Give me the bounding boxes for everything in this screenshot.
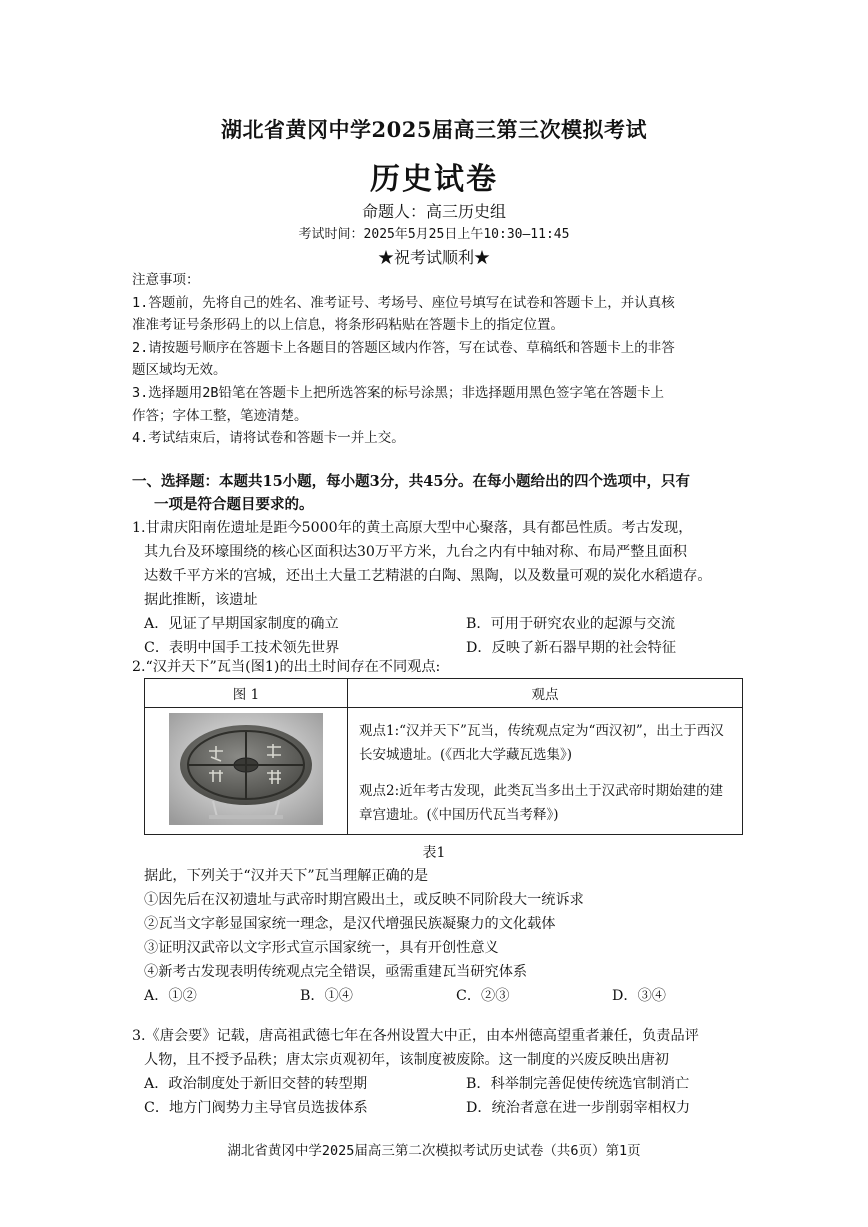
exam-time: 考试时间：2025年5月25日上午10:30—11:45 <box>298 227 570 242</box>
section-line: 一项是符合题目要求的。 <box>154 496 314 513</box>
setter-line: 命题人：高三历史组 <box>361 202 506 221</box>
statement: ②瓦当文字彰显国家统一理念，是汉代增强民族凝聚力的文化载体 <box>144 916 556 932</box>
option-b: B．①④ <box>300 988 353 1004</box>
notes-heading: 注意事项： <box>132 272 200 288</box>
option-b: B．科举制完善促使传统选官制消亡 <box>466 1076 690 1092</box>
statement: ①因先后在汉初遗址与武帝时期宫殿出土，或反映不同阶段大一统诉求 <box>144 892 584 908</box>
notes-item: 题区域均无效。 <box>132 362 227 379</box>
options <box>132 612 744 660</box>
options <box>132 984 744 1008</box>
question-text: 3.《唐会要》记载，唐高祖武德七年在各州设置大中正，由本州德高望重者兼任，负责品评 <box>132 1028 699 1044</box>
subject-title: 历史试卷 <box>370 162 498 197</box>
question-text: 1.甘肃庆阳南佐遗址是距今5000年的黄土高原大型中心聚落，具有都邑性质。考古发现， <box>132 520 693 536</box>
exam-title: 湖北省黄冈中学2025届高三第三次模拟考试 <box>221 117 647 142</box>
table-1 <box>144 678 743 835</box>
option-c: C．表明中国手工技术领先世界 <box>144 640 340 656</box>
question-3 <box>132 1024 744 1120</box>
notes-item: 4.考试结束后，请将试卷和答题卡一并上交。 <box>132 430 405 447</box>
question-text: 据此，下列关于“汉并天下”瓦当理解正确的是 <box>144 868 429 884</box>
question-text: 达数千平方米的宫城，还出土大量工艺精湛的白陶、黑陶，以及数量可观的炭化水稻遗存。 <box>144 568 712 584</box>
option-d: D．统治者意在进一步削弱宰相权力 <box>466 1100 691 1116</box>
option-a: A．见证了早期国家制度的确立 <box>144 616 339 632</box>
notes-block <box>132 269 742 450</box>
tile-end-image <box>169 713 323 825</box>
notes-item: 作答；字体工整，笔迹清楚。 <box>132 407 308 424</box>
view-1: 观点1:“汉并天下”瓦当，传统观点定为“西汉初”，出土于西汉长安城遗址。(《西北大学藏瓦选集》) <box>359 723 724 763</box>
notes-item: 2.请按题号顺序在答题卡上各题目的答题区域内作答，写在试卷、草稿纸和答题卡上的非答 <box>132 339 675 356</box>
views-cell <box>348 708 743 835</box>
option-c: C．②③ <box>456 988 510 1004</box>
wish-line: ★祝考试顺利★ <box>377 248 490 267</box>
table-header-row <box>145 679 743 708</box>
question-1 <box>132 516 744 660</box>
table-header-figure: 图 1 <box>145 679 348 708</box>
question-text: 据此推断，该遗址 <box>144 592 258 608</box>
question-text: 2.“汉并天下”瓦当(图1)的出土时间存在不同观点: <box>132 659 441 675</box>
section-heading <box>132 470 744 516</box>
option-b: B．可用于研究农业的起源与交流 <box>466 616 676 632</box>
figure-cell <box>145 708 348 835</box>
question-text: 人物，且不授予品秩；唐太宗贞观初年，该制度被废除。这一制度的兴废反映出唐初 <box>144 1052 669 1068</box>
question-2-stem <box>132 655 744 679</box>
table-header-views: 观点 <box>348 679 743 708</box>
notes-item: 准准考证号条形码上的以上信息，将条形码粘贴在答题卡上的指定位置。 <box>132 317 564 334</box>
option-a: A．政治制度处于新旧交替的转型期 <box>144 1076 368 1092</box>
question-2-body <box>132 864 744 1008</box>
notes-item: 3.选择题用2B铅笔在答题卡上把所选答案的标号涂黑；非选择题用黑色签字笔在答题卡上 <box>132 384 665 401</box>
table-caption: 表1 <box>422 845 446 861</box>
notes-item: 1.答题前，先将自己的姓名、准考证号、考场号、座位号填写在试卷和答题卡上，并认真核 <box>132 294 675 311</box>
statement: ④新考古发现表明传统观点完全错误，亟需重建瓦当研究体系 <box>144 964 528 980</box>
option-c: C．地方门阀势力主导官员选拔体系 <box>144 1100 368 1116</box>
view-2: 观点2:近年考古发现，此类瓦当多出土于汉武帝时期始建的建章宫遗址。(《中国历代瓦当考释》) <box>359 783 724 823</box>
option-d: D．反映了新石器早期的社会特征 <box>466 640 677 656</box>
table-row <box>145 708 743 835</box>
page-footer: 湖北省黄冈中学2025届高三第二次模拟考试历史试卷（共6页）第1页 <box>227 1143 641 1159</box>
option-a: A．①② <box>144 988 197 1004</box>
options <box>132 1072 744 1120</box>
section-line: 一、选择题：本题共15小题，每小题3分，共45分。在每小题给出的四个选项中，只有 <box>132 473 690 490</box>
option-d: D．③④ <box>612 988 666 1004</box>
statement: ③证明汉武帝以文字形式宣示国家统一，具有开创性意义 <box>144 940 499 956</box>
question-text: 其九台及环壕围绕的核心区面积达30万平方米，九台之内有中轴对称、布局严整且面积 <box>144 544 687 560</box>
